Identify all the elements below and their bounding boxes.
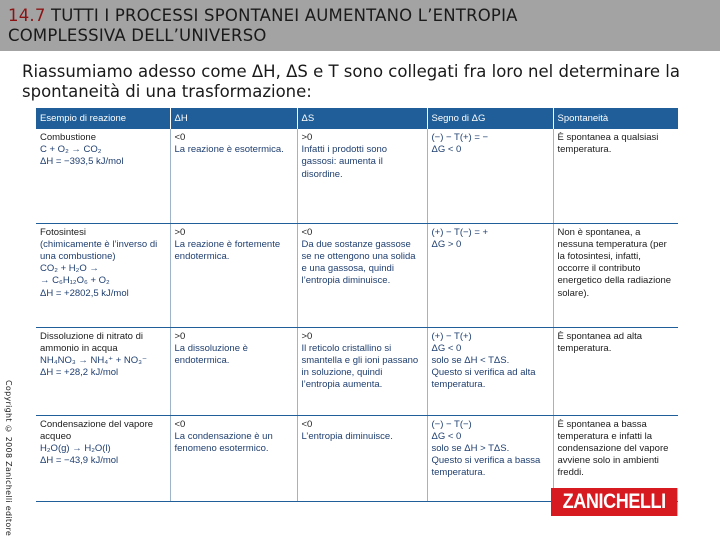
cell-dh <box>170 415 297 501</box>
cell-dg-line: solo se ΔH > TΔS. <box>431 442 510 454</box>
cell-example <box>36 223 170 327</box>
cell-dh-line: La dissoluzione è endotermica. <box>174 342 248 366</box>
cell-example <box>36 415 170 501</box>
intro-text: Riassumiamo adesso come ΔH, ΔS e T sono collegati fra loro nel determinare la spontaneità di una trasformazione: <box>22 62 680 101</box>
cell-ds-line: >0 <box>301 132 313 143</box>
cell-ds-line: Da due sostanze gassose se ne ottengono una solida e una gassosa, quindi l’entropia diminuisce. <box>301 238 416 287</box>
cell-dh <box>170 327 297 415</box>
spontaneity-table-container <box>36 108 678 481</box>
cell-example-line: ΔH = +2802,5 kJ/mol <box>40 287 129 299</box>
cell-spontaneity: È spontanea a qualsiasi temperatura. <box>553 129 678 223</box>
cell-example <box>36 327 170 415</box>
header-ds: ΔS <box>297 108 427 129</box>
cell-dg-line: Questo si verifica ad alta temperatura. <box>431 367 536 391</box>
cell-example-line: Condensazione del vapore acqueo <box>40 418 154 442</box>
cell-spontaneity: È spontanea a bassa temperatura e infatti la condensazione del vapore avviene solo in ambienti freddi. <box>553 415 678 501</box>
cell-example-line: ΔH = −393,5 kJ/mol <box>40 156 124 168</box>
cell-dg-line: ΔG < 0 <box>431 430 462 442</box>
cell-dg-line: Questo si verifica a bassa temperatura. <box>431 455 541 479</box>
cell-ds <box>297 223 427 327</box>
cell-dg-line: solo se ΔH < TΔS. <box>431 354 510 366</box>
cell-dh-line: <0 <box>174 132 186 143</box>
cell-ds-line: Infatti i prodotti sono gassosi: aumenta il disordine. <box>301 144 388 180</box>
cell-dh-line: >0 <box>174 226 186 238</box>
publisher-logo: ZANICHELLI <box>551 488 677 516</box>
cell-dg <box>427 327 553 415</box>
spontaneity-table <box>36 108 678 502</box>
cell-dh-line: <0 <box>174 418 186 430</box>
cell-example-line: Dissoluzione di nitrato di ammonio in acqua <box>40 330 143 354</box>
table-row <box>36 129 678 223</box>
header-dh: ΔH <box>170 108 297 129</box>
cell-spontaneity: È spontanea ad alta temperatura. <box>553 327 678 415</box>
cell-example-line: ΔH = +28,2 kJ/mol <box>40 367 119 379</box>
cell-example-line: H₂O(g) → H₂O(l) <box>40 442 111 454</box>
cell-ds-line: >0 <box>301 330 313 342</box>
cell-dg-line: ΔG < 0 <box>431 144 462 156</box>
title-text-1: TUTTI I PROCESSI SPONTANEI AUMENTANO L’ENTROPIA <box>51 6 518 25</box>
section-number: 14.7 <box>8 6 46 25</box>
copyright-text: Copyright © 2008 Zanichelli editore <box>4 380 13 537</box>
table-row <box>36 327 678 415</box>
cell-ds-line: <0 <box>301 226 313 238</box>
cell-example-line: (chimicamente è l’inverso di una combustione) <box>40 238 158 262</box>
title-line-2: COMPLESSIVA DELL’UNIVERSO <box>8 26 267 45</box>
cell-example-line: C + O₂ → CO₂ <box>40 144 102 156</box>
cell-ds-line: L’entropia diminuisce. <box>301 430 393 442</box>
table-row <box>36 223 678 327</box>
cell-example-line: Fotosintesi <box>40 226 86 238</box>
cell-ds <box>297 415 427 501</box>
cell-example-line: CO₂ + H₂O → <box>40 263 99 275</box>
title-line-1 <box>8 6 712 26</box>
cell-dg-line: (+) − T(+) <box>431 330 472 342</box>
header-dg: Segno di ΔG <box>427 108 553 129</box>
cell-example-line: → C₆H₁₂O₆ + O₂ <box>40 275 110 287</box>
slide-title <box>0 0 720 51</box>
cell-dg-line: ΔG > 0 <box>431 238 462 250</box>
cell-dg-line: (−) − T(+) = − <box>431 132 489 143</box>
cell-spontaneity: Non è spontanea, a nessuna temperatura (per la fotosintesi, infatti, occorre il contributo energetico della radiazione solare). <box>553 223 678 327</box>
cell-dh-line: La reazione è fortemente endotermica. <box>174 238 281 262</box>
cell-example-line: NH₄NO₃ → NH₄⁺ + NO₃⁻ <box>40 354 148 366</box>
cell-ds-line: Il reticolo cristallino si smantella e gli ioni passano in soluzione, quindi l’entropia aumenta. <box>301 342 419 391</box>
cell-dh-line: >0 <box>174 330 186 342</box>
header-example: Esempio di reazione <box>36 108 170 129</box>
cell-dh <box>170 129 297 223</box>
header-spontaneity: Spontaneità <box>553 108 678 129</box>
cell-ds <box>297 129 427 223</box>
cell-dg-line: ΔG < 0 <box>431 342 462 354</box>
cell-dh-line: La condensazione è un fenomeno esotermico. <box>174 430 273 454</box>
table-header-row <box>36 108 678 129</box>
cell-ds <box>297 327 427 415</box>
cell-dg <box>427 223 553 327</box>
cell-dh-line: La reazione è esotermica. <box>174 144 284 156</box>
cell-example-line: ΔH = −43,9 kJ/mol <box>40 455 119 467</box>
cell-ds-line: <0 <box>301 418 313 430</box>
cell-dg-line: (−) − T(−) <box>431 418 472 430</box>
cell-example-line: Combustione <box>40 132 96 143</box>
cell-dg-line: (+) − T(−) = + <box>431 226 489 238</box>
cell-example <box>36 129 170 223</box>
cell-dh <box>170 223 297 327</box>
cell-dg <box>427 415 553 501</box>
cell-dg <box>427 129 553 223</box>
